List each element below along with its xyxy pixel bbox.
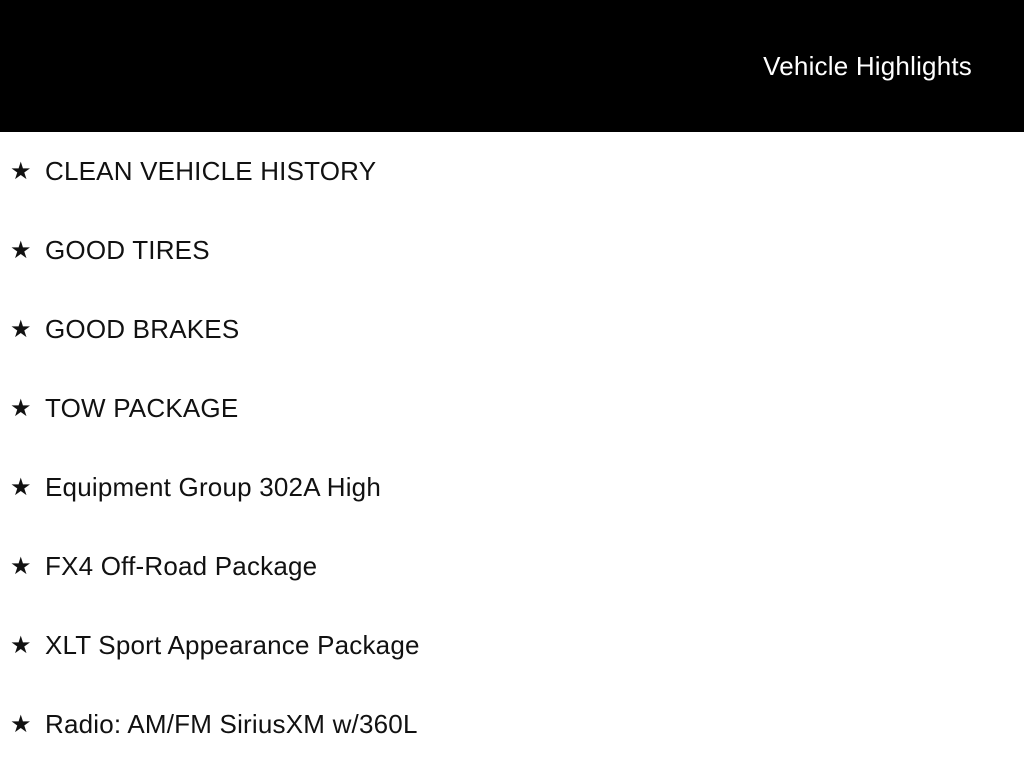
list-item bbox=[0, 606, 1024, 685]
list-item bbox=[0, 685, 1024, 764]
highlight-label: GOOD BRAKES bbox=[45, 314, 240, 344]
star-icon: ★ bbox=[10, 236, 32, 264]
star-icon: ★ bbox=[10, 631, 32, 659]
star-icon: ★ bbox=[10, 315, 32, 343]
star-icon: ★ bbox=[10, 473, 32, 501]
header-bar bbox=[0, 0, 1024, 132]
list-item bbox=[0, 527, 1024, 606]
star-icon: ★ bbox=[10, 710, 32, 738]
list-item bbox=[0, 448, 1024, 527]
highlights-list bbox=[0, 132, 1024, 764]
star-icon: ★ bbox=[10, 394, 32, 422]
highlight-label: XLT Sport Appearance Package bbox=[45, 630, 420, 660]
highlight-label: GOOD TIRES bbox=[45, 235, 210, 265]
highlight-label: CLEAN VEHICLE HISTORY bbox=[45, 156, 377, 186]
highlight-label: TOW PACKAGE bbox=[45, 393, 239, 423]
star-icon: ★ bbox=[10, 157, 32, 185]
highlight-label: Radio: AM/FM SiriusXM w/360L bbox=[45, 709, 418, 739]
star-icon: ★ bbox=[10, 552, 32, 580]
list-item bbox=[0, 369, 1024, 448]
page-title: Vehicle Highlights bbox=[763, 50, 972, 81]
highlight-label: FX4 Off-Road Package bbox=[45, 551, 318, 581]
highlight-label: Equipment Group 302A High bbox=[45, 472, 381, 502]
list-item bbox=[0, 290, 1024, 369]
list-item bbox=[0, 132, 1024, 211]
list-item bbox=[0, 211, 1024, 290]
